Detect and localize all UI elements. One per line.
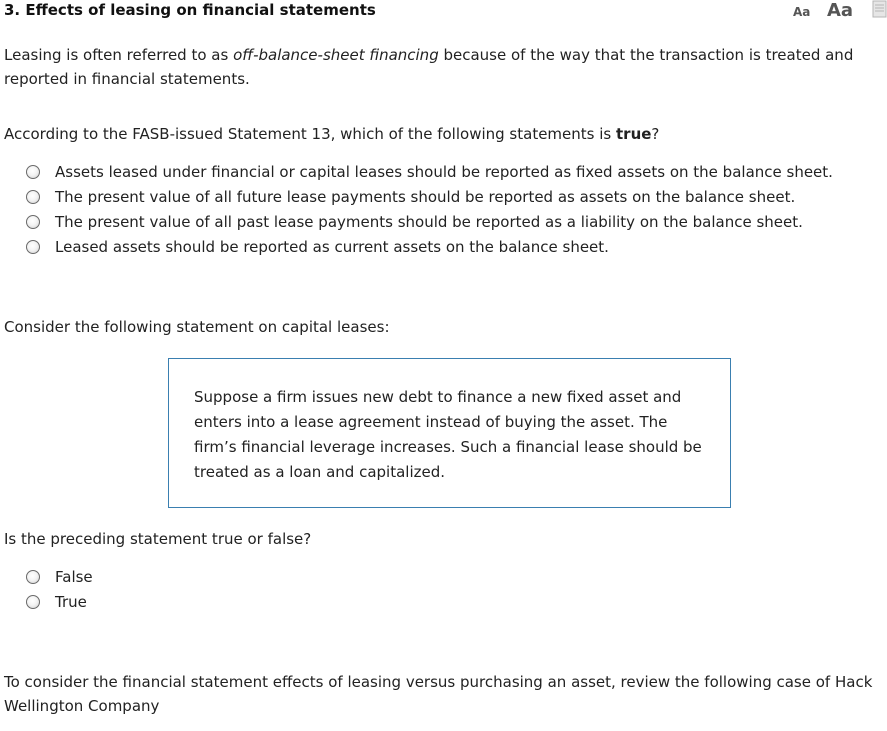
closing-paragraph: To consider the financial statement effects of leasing versus purchasing an asset, review the following case of Hack Wellington Company [4, 673, 873, 715]
question-1-prompt [4, 125, 659, 143]
question-1-option-2[interactable] [26, 184, 833, 209]
radio-button[interactable] [26, 215, 40, 229]
question-1-option-1[interactable] [26, 159, 833, 184]
intro-text-before: Leasing is often referred to as [4, 46, 234, 64]
question-2-options [26, 564, 93, 614]
radio-button[interactable] [26, 240, 40, 254]
question-1-option-4[interactable] [26, 234, 833, 259]
intro-text-after: because of the way that the transaction is treated and reported in financial statements. [4, 46, 854, 88]
intro-paragraph [4, 43, 880, 91]
question-title: 3. Effects of leasing on financial statements [4, 1, 376, 19]
option-label: The present value of all future lease payments should be reported as assets on the balance sheet. [55, 187, 796, 206]
question-1-option-3[interactable] [26, 209, 833, 234]
font-size-small-button[interactable]: Aa [793, 5, 811, 19]
question-2-prompt: Is the preceding statement true or false? [4, 530, 312, 548]
font-size-large-button[interactable]: Aa [827, 0, 854, 21]
radio-button[interactable] [26, 190, 40, 204]
option-label: The present value of all past lease payments should be reported as a liability on the balance sheet. [55, 212, 803, 231]
option-label: Leased assets should be reported as current assets on the balance sheet. [55, 237, 609, 256]
radio-button[interactable] [26, 165, 40, 179]
question-header [0, 0, 887, 26]
question-1-options [26, 159, 833, 259]
question-1-suffix: ? [651, 125, 660, 143]
radio-button[interactable] [26, 595, 40, 609]
statement-text: Suppose a firm issues new debt to finance a new fixed asset and enters into a lease agreement instead of buying the asset. The firm’s financial leverage increases. Such a financial lease should be treated as a loan and capitalized. [194, 388, 702, 481]
option-label: Assets leased under financial or capital leases should be reported as fixed assets on the balance sheet. [55, 162, 833, 181]
question-1-prefix: According to the FASB-issued Statement 13, which of the following statements is [4, 125, 616, 143]
radio-button[interactable] [26, 570, 40, 584]
option-label: True [55, 592, 87, 611]
question-2-option-false[interactable] [26, 564, 93, 589]
question-2-option-true[interactable] [26, 589, 93, 614]
statement-box [168, 358, 731, 508]
question-1-bold: true [616, 125, 652, 143]
capital-lease-intro: Consider the following statement on capital leases: [4, 318, 390, 336]
intro-emphasis: off-balance-sheet financing [233, 46, 439, 64]
option-label: False [55, 567, 93, 586]
print-icon[interactable] [872, 0, 887, 18]
